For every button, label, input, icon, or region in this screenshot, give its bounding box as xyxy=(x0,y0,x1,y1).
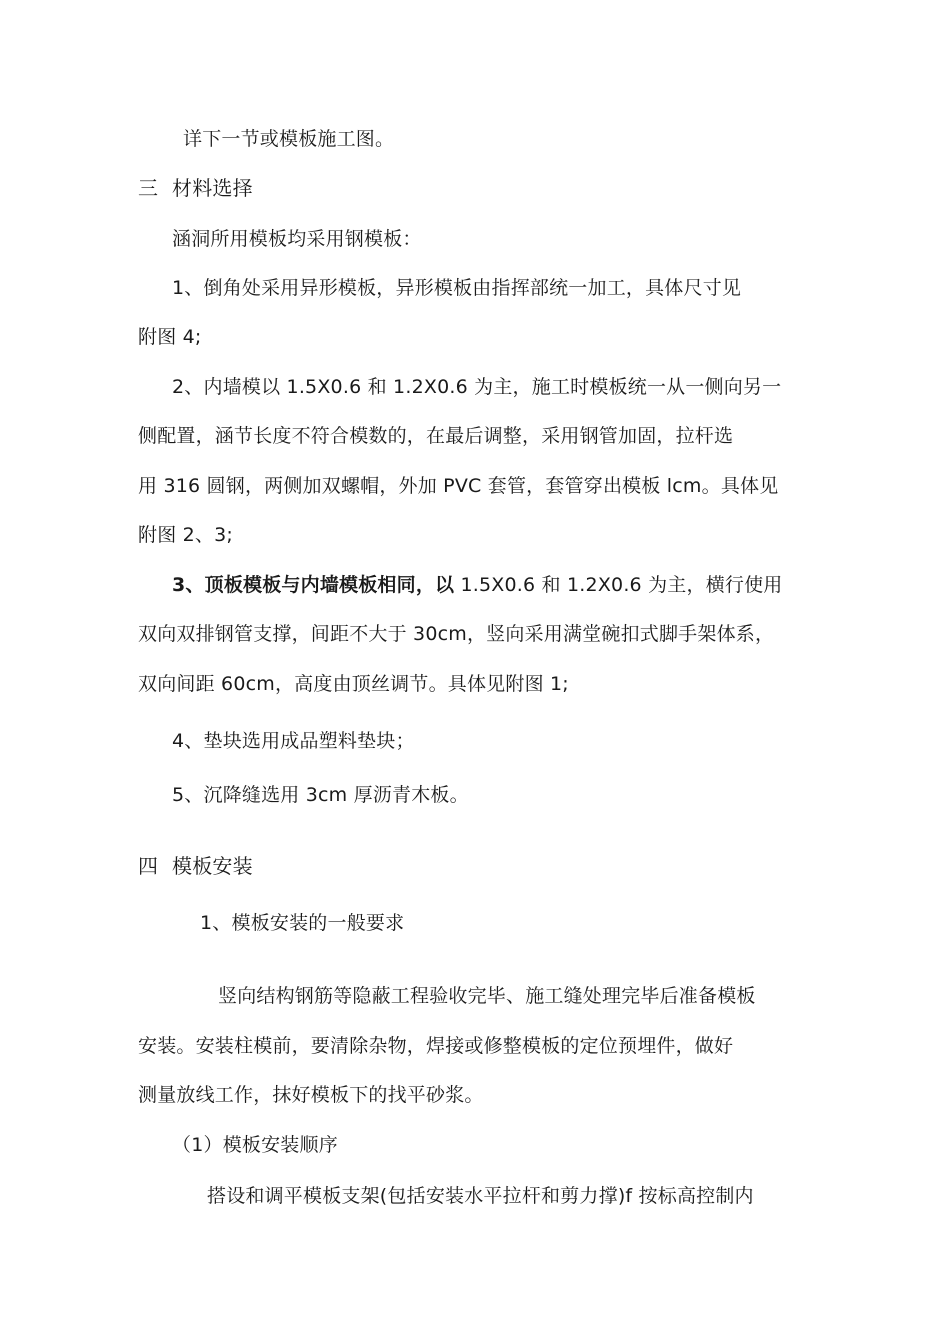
text-line: 详下一节或模板施工图。 xyxy=(183,128,395,150)
text-line: 1、倒角处采用异形模板，异形模板由指挥部统一加工，具体尺寸见 xyxy=(172,277,742,299)
text-line: 测量放线工作，抹好模板下的找平砂浆。 xyxy=(138,1084,484,1106)
text-line: 搭设和调平模板支架(包括安装水平拉杆和剪力撑)f 按标高控制内 xyxy=(207,1185,754,1207)
text-line: 附图 4; xyxy=(138,326,202,348)
text-line: 双向双排钢管支撑，间距不大于 30cm，竖向采用满堂碗扣式脚手架体系， xyxy=(138,623,775,645)
text-line: 双向间距 60cm，高度由顶丝调节。具体见附图 1; xyxy=(138,673,569,695)
bold-text: 3、顶板模板与内墙模板相同，以 xyxy=(172,574,455,596)
section-heading-formwork-install xyxy=(138,854,253,878)
text-line: 竖向结构钢筋等隐蔽工程验收完毕、施工缝处理完毕后准备模板 xyxy=(218,985,756,1007)
section-heading-materials xyxy=(138,176,253,200)
section-title: 材料选择 xyxy=(172,176,253,200)
section-number: 三 xyxy=(138,176,159,200)
text-line: 安装。安装柱模前，要清除杂物，焊接或修整模板的定位预埋件，做好 xyxy=(138,1035,734,1057)
text-line: 侧配置，涵节长度不符合模数的，在最后调整，采用钢管加固，拉杆选 xyxy=(138,425,734,447)
text-line: 涵洞所用模板均采用钢模板： xyxy=(172,228,422,250)
text-span: 1.5X0.6 和 1.2X0.6 为主，横行使用 xyxy=(454,574,783,596)
subsection-heading: 1、模板安装的一般要求 xyxy=(200,912,405,934)
section-number: 四 xyxy=(138,854,159,878)
text-line: 用 316 圆钢，两侧加双螺帽，外加 PVC 套管，套管穿出模板 lcm。具体见 xyxy=(138,475,779,497)
text-line: 5、沉降缝选用 3cm 厚沥青木板。 xyxy=(172,784,469,806)
text-line: 4、垫块选用成品塑料垫块； xyxy=(172,730,415,752)
text-line xyxy=(172,573,783,597)
section-title: 模板安装 xyxy=(172,854,253,878)
subsection-heading: （1）模板安装顺序 xyxy=(172,1134,338,1156)
text-line: 2、内墙模以 1.5X0.6 和 1.2X0.6 为主，施工时模板统一从一侧向另一 xyxy=(172,376,782,398)
text-line: 附图 2、3; xyxy=(138,524,234,546)
